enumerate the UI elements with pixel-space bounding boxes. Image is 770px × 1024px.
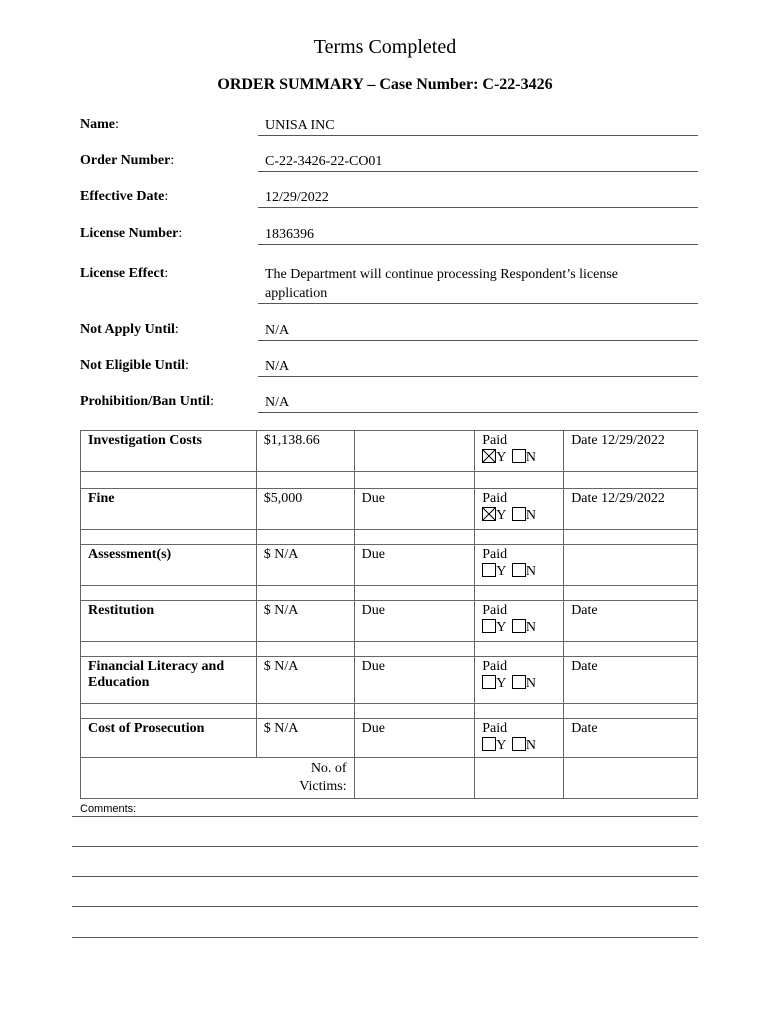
date-cell[interactable] [564, 545, 698, 586]
paid-cell [475, 431, 564, 472]
due-cell: Due [354, 489, 475, 530]
table-row-restitution [81, 601, 698, 642]
row-label [81, 657, 257, 704]
paid-no-checkbox[interactable] [512, 675, 526, 689]
victims-label-line-2: Victims: [299, 779, 347, 794]
paid-label: Paid [482, 547, 508, 562]
paid-yes-checkbox[interactable] [482, 737, 496, 751]
table-row-assessments [81, 545, 698, 586]
paid-no-checkbox[interactable] [512, 619, 526, 633]
yes-label: Y [496, 508, 507, 523]
table-row-financial-literacy [81, 657, 698, 704]
no-label: N [525, 450, 537, 465]
table-row-fine [81, 489, 698, 530]
row-label: Cost of Prosecution [81, 719, 257, 758]
paid-yes-checkbox[interactable] [482, 619, 496, 633]
table-row-victims [81, 758, 698, 799]
table-row-cost-of-prosecution [81, 719, 698, 758]
paid-no-checkbox[interactable] [512, 449, 526, 463]
paid-cell [475, 657, 564, 704]
amount-cell[interactable]: $ N/A [256, 719, 354, 758]
license-effect-line-1: The Department will continue processing Respondent’s license [265, 267, 619, 282]
table-spacer-row [81, 530, 698, 545]
due-cell: Due [354, 601, 475, 642]
yes-label: Y [496, 564, 507, 579]
amount-cell[interactable]: $5,000 [256, 489, 354, 530]
paid-cell [475, 489, 564, 530]
order-number-field[interactable]: C-22-3426-22-CO01 [258, 152, 698, 172]
order-summary-heading: ORDER SUMMARY – Case Number: C-22-3426 [217, 76, 553, 93]
no-label: N [525, 738, 537, 753]
comments-line[interactable] [72, 876, 698, 877]
yes-label: Y [496, 620, 507, 635]
comments-label: Comments: [80, 803, 137, 815]
row-label: Investigation Costs [81, 431, 257, 472]
paid-cell [475, 545, 564, 586]
paid-label: Paid [482, 433, 508, 448]
row-label: Fine [81, 489, 257, 530]
paid-yes-checkbox[interactable] [482, 563, 496, 577]
paid-cell [475, 719, 564, 758]
paid-yes-checkbox[interactable] [482, 675, 496, 689]
date-cell[interactable]: Date 12/29/2022 [564, 431, 698, 472]
license-effect-line-2: application [265, 286, 328, 301]
name-field[interactable]: UNISA INC [258, 116, 698, 136]
costs-table [80, 430, 698, 799]
due-cell: Due [354, 657, 475, 704]
yes-label: Y [496, 738, 507, 753]
amount-cell[interactable]: $ N/A [256, 601, 354, 642]
not-eligible-until-field[interactable]: N/A [258, 357, 698, 377]
order-number-label: Order Number: [80, 153, 175, 168]
not-apply-until-label: Not Apply Until: [80, 322, 179, 337]
row-label: Restitution [81, 601, 257, 642]
no-label: N [525, 676, 537, 691]
paid-no-checkbox[interactable] [512, 737, 526, 751]
paid-label: Paid [482, 603, 508, 618]
effective-date-field[interactable]: 12/29/2022 [258, 188, 698, 208]
yes-label: Y [496, 676, 507, 691]
date-cell[interactable]: Date [564, 719, 698, 758]
amount-cell[interactable]: $ N/A [256, 657, 354, 704]
victims-label-line-1: No. of [310, 761, 347, 776]
date-cell[interactable]: Date [564, 657, 698, 704]
table-row-investigation-costs [81, 431, 698, 472]
victims-empty-cell [475, 758, 564, 799]
row-label: Assessment(s) [81, 545, 257, 586]
paid-label: Paid [482, 721, 508, 736]
paid-no-checkbox[interactable] [512, 507, 526, 521]
date-cell[interactable]: Date 12/29/2022 [564, 489, 698, 530]
row-label-line-1: Financial Literacy and [88, 659, 225, 674]
date-cell[interactable]: Date [564, 601, 698, 642]
prohibition-ban-until-label: Prohibition/Ban Until: [80, 394, 214, 409]
license-effect-label: License Effect: [80, 266, 169, 281]
paid-cell [475, 601, 564, 642]
not-eligible-until-label: Not Eligible Until: [80, 358, 189, 373]
comments-line[interactable] [72, 906, 698, 907]
not-apply-until-field[interactable]: N/A [258, 321, 698, 341]
no-label: N [525, 508, 537, 523]
paid-no-checkbox[interactable] [512, 563, 526, 577]
no-label: N [525, 564, 537, 579]
due-cell: Due [354, 545, 475, 586]
prohibition-ban-until-field[interactable]: N/A [258, 393, 698, 413]
comments-line[interactable] [72, 937, 698, 938]
due-cell [354, 431, 475, 472]
comments-line[interactable] [72, 816, 698, 817]
no-label: N [525, 620, 537, 635]
due-cell: Due [354, 719, 475, 758]
paid-label: Paid [482, 659, 508, 674]
yes-label: Y [496, 450, 507, 465]
license-number-label: License Number: [80, 226, 183, 241]
table-spacer-row [81, 586, 698, 601]
table-spacer-row [81, 642, 698, 657]
victims-empty-cell [564, 758, 698, 799]
paid-yes-checkbox[interactable] [482, 449, 496, 463]
license-number-field[interactable]: 1836396 [258, 225, 698, 245]
amount-cell[interactable]: $ N/A [256, 545, 354, 586]
name-label: Name: [80, 117, 119, 132]
amount-cell[interactable]: $1,138.66 [256, 431, 354, 472]
license-effect-field[interactable] [258, 265, 698, 304]
paid-label: Paid [482, 491, 508, 506]
comments-line[interactable] [72, 846, 698, 847]
effective-date-label: Effective Date: [80, 189, 169, 204]
row-label-line-2: Education [88, 675, 150, 690]
victims-count-cell[interactable] [354, 758, 475, 799]
paid-yes-checkbox[interactable] [482, 507, 496, 521]
table-spacer-row [81, 472, 698, 489]
victims-label [81, 758, 355, 799]
page-title: Terms Completed [313, 36, 457, 58]
table-spacer-row [81, 704, 698, 719]
